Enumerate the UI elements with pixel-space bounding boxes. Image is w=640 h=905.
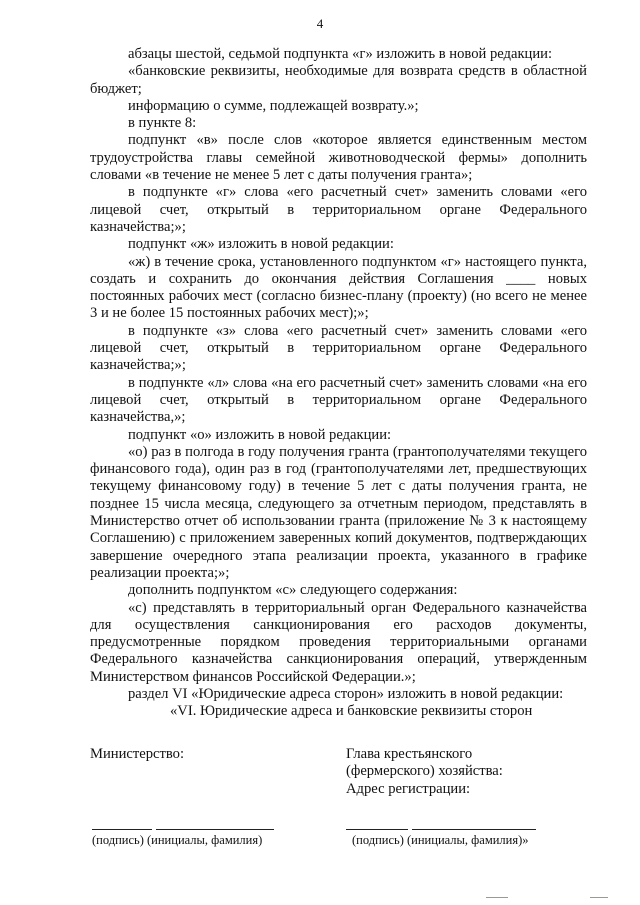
scan-mark bbox=[486, 897, 508, 898]
document-body bbox=[90, 46, 587, 721]
paragraph: в пункте 8: bbox=[128, 115, 197, 132]
right-signature-caption: (подпись) (инициалы, фамилия)» bbox=[352, 833, 529, 847]
paragraph: информацию о сумме, подлежащей возврату.»; bbox=[128, 97, 419, 114]
left-name-line bbox=[156, 829, 274, 830]
section-heading: «VI. Юридические адреса и банковские реквизиты сторон bbox=[170, 703, 533, 720]
paragraph: «о) раз в полгода в году получения гранта (грантополучателями текущего финансового года), один раз в год (грантополучателями лет, предшествующих текущему финансовому году) в течение 5 лет с даты получения гранта, не позднее 15 числа месяца, следующего за отчетным периодом, представлять в Министерство отчет об использовании гранта (приложение № 3 к настоящему Соглашению) с приложением заверенных копий документов, подтверждающих завершение очередного этапа реализации проекта, указанного в графике реализации проекта;»; bbox=[90, 443, 587, 581]
paragraph: «с) представлять в территориальный орган Федерального казначейства для осуществления санкционирования его расходов документы, предусмотренные порядком проведения территориальными органами Федерального казначейства санкционирования операций, утвержденным Министерством финансов Российской Федерации.»; bbox=[90, 599, 587, 685]
left-signature-caption: (подпись) (инициалы, фамилия) bbox=[92, 833, 263, 847]
farm-type-label: (фермерского) хозяйства: bbox=[346, 763, 503, 780]
paragraph: подпункт «ж» изложить в новой редакции: bbox=[128, 236, 394, 253]
paragraph: дополнить подпунктом «с» следующего содержания: bbox=[128, 582, 458, 599]
paragraph: раздел VI «Юридические адреса сторон» изложить в новой редакции: bbox=[128, 685, 564, 702]
farm-head-label: Глава крестьянского bbox=[346, 746, 473, 762]
page-number: 4 bbox=[316, 16, 324, 31]
paragraph: «ж) в течение срока, установленного подпунктом «г» настоящего пункта, создать и сохранить до окончания действия Соглашения ____ новых постоянных рабочих мест (согласно бизнес-плану (проекту) (но всего не менее 3 и не более 15 постоянных рабочих мест);»; bbox=[90, 253, 587, 322]
paragraph: в подпункте «з» слова «его расчетный счет» заменить словами «его лицевой счет, открытый в территориальном органе Федерального казначейства;»; bbox=[90, 322, 587, 374]
paragraph: абзацы шестой, седьмой подпункта «г» изложить в новой редакции: bbox=[128, 46, 553, 62]
right-signature-line bbox=[346, 829, 408, 830]
paragraph: подпункт «о» изложить в новой редакции: bbox=[128, 426, 392, 443]
right-name-line bbox=[412, 829, 536, 830]
farm-party bbox=[346, 746, 596, 798]
ministry-label: Министерство: bbox=[90, 746, 185, 762]
scan-mark bbox=[590, 897, 608, 898]
paragraph: в подпункте «г» слова «его расчетный счет» заменить словами «его лицевой счет, открытый в территориальном органе Федерального казначейства;»; bbox=[90, 184, 587, 235]
left-signature-line bbox=[92, 829, 152, 830]
paragraph: «банковские реквизиты, необходимые для возврата средств в областной бюджет; bbox=[90, 63, 587, 97]
ministry-party bbox=[90, 746, 184, 763]
paragraph: в подпункте «л» слова «на его расчетный счет» заменить словами «на его лицевой счет, открытый в территориальном органе Федерального казначейства,»; bbox=[90, 374, 587, 426]
registration-address-label: Адрес регистрации: bbox=[346, 780, 471, 797]
paragraph: подпункт «в» после слов «которое является единственным местом трудоустройства главы семейной животноводческой фермы» дополнить словами «в течение не менее 5 лет с даты получения гранта»; bbox=[90, 132, 587, 184]
